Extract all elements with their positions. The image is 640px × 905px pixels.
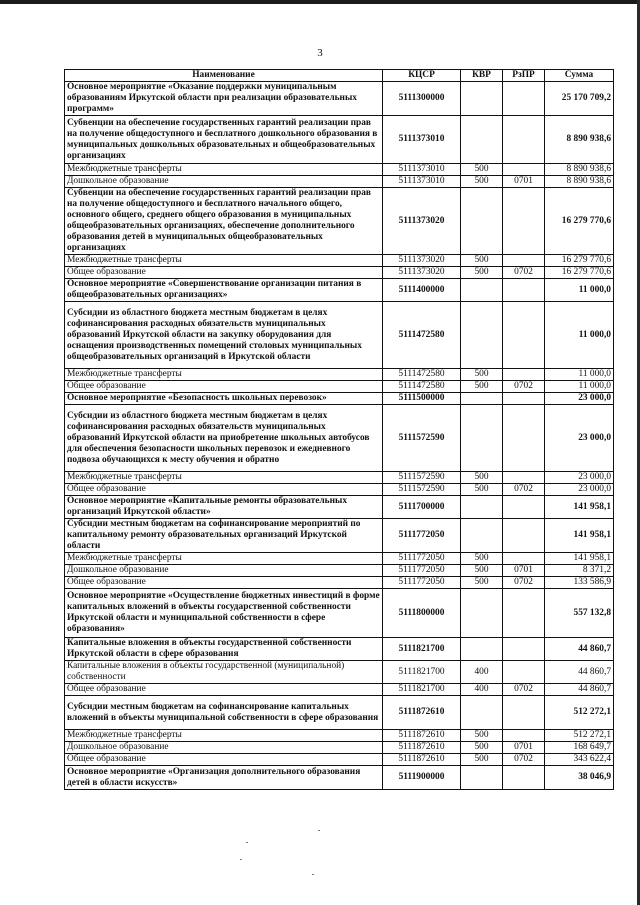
cell-name: Межбюджетные трансферты bbox=[65, 164, 383, 176]
table-row bbox=[65, 484, 614, 496]
table-row bbox=[65, 267, 614, 279]
table-row bbox=[65, 766, 614, 790]
cell-sum: 23 000,0 bbox=[545, 472, 614, 484]
cell-kcsr: 5111800000 bbox=[383, 589, 461, 638]
cell-kvr: 500 bbox=[461, 730, 503, 742]
cell-rzpr bbox=[503, 255, 545, 267]
cell-kcsr: 5111900000 bbox=[383, 766, 461, 790]
cell-sum: 16 279 770,6 bbox=[545, 255, 614, 267]
cell-kvr: 400 bbox=[461, 661, 503, 684]
cell-kvr: 500 bbox=[461, 754, 503, 766]
cell-kcsr: 5111300000 bbox=[383, 82, 461, 116]
cell-kvr: 500 bbox=[461, 472, 503, 484]
cell-name: Межбюджетные трансферты bbox=[65, 369, 383, 381]
cell-kvr: 400 bbox=[461, 684, 503, 696]
cell-kvr bbox=[461, 496, 503, 519]
cell-name: Общее образование bbox=[65, 484, 383, 496]
cell-sum: 141 958,1 bbox=[545, 519, 614, 553]
cell-kcsr: 5111500000 bbox=[383, 393, 461, 405]
cell-kcsr: 5111373020 bbox=[383, 267, 461, 279]
cell-sum: 141 958,1 bbox=[545, 496, 614, 519]
cell-sum: 8 371,2 bbox=[545, 565, 614, 577]
cell-kvr: 500 bbox=[461, 255, 503, 267]
cell-name: Основное мероприятие «Оказание поддержки муниципальным образованиям Иркутской области при реализации образовательных программ» bbox=[65, 82, 383, 116]
cell-sum: 133 586,9 bbox=[545, 577, 614, 589]
cell-sum: 343 622,4 bbox=[545, 754, 614, 766]
cell-rzpr bbox=[503, 696, 545, 730]
cell-rzpr: 0701 bbox=[503, 565, 545, 577]
col-header-rzpr: РзПР bbox=[503, 70, 545, 82]
cell-name: Межбюджетные трансферты bbox=[65, 255, 383, 267]
cell-kcsr: 5111373010 bbox=[383, 164, 461, 176]
cell-kvr bbox=[461, 589, 503, 638]
cell-kcsr: 5111872610 bbox=[383, 696, 461, 730]
cell-kcsr: 5111772050 bbox=[383, 565, 461, 577]
cell-rzpr: 0702 bbox=[503, 381, 545, 393]
table-row bbox=[65, 565, 614, 577]
cell-kcsr: 5111472580 bbox=[383, 302, 461, 369]
cell-kcsr: 5111472580 bbox=[383, 381, 461, 393]
cell-kvr bbox=[461, 393, 503, 405]
cell-name: Дошкольное образование bbox=[65, 176, 383, 188]
cell-name: Субсидии из областного бюджета местным бюджетам в целях софинансирования расходных обязательств муниципальных образований Иркутской области на приобретение школьных автобусов для обеспечения безопасности школьных перевозок и ежедневного подвоза обучающихся к месту обучения и обратно bbox=[65, 405, 383, 472]
table-row bbox=[65, 696, 614, 730]
table-row bbox=[65, 255, 614, 267]
table-row bbox=[65, 279, 614, 302]
table-row bbox=[65, 393, 614, 405]
col-header-sum: Сумма bbox=[545, 70, 614, 82]
cell-sum: 16 279 770,6 bbox=[545, 188, 614, 255]
cell-rzpr bbox=[503, 766, 545, 790]
cell-sum: 11 000,0 bbox=[545, 369, 614, 381]
cell-kcsr: 5111373020 bbox=[383, 255, 461, 267]
scan-speck bbox=[312, 874, 314, 875]
cell-sum: 44 860,7 bbox=[545, 661, 614, 684]
cell-rzpr bbox=[503, 519, 545, 553]
cell-rzpr: 0702 bbox=[503, 267, 545, 279]
budget-table bbox=[64, 69, 614, 790]
cell-name: Субвенции на обеспечение государственных гарантий реализации прав на получение общедоступного и бесплатного начального общего, основного общего, среднего общего образования в муниципальных общеобразовательных организациях, обеспечение дополнительного образования детей в муниципальных общеобразовательных организациях bbox=[65, 188, 383, 255]
cell-name: Основное мероприятие «Капитальные ремонты образовательных организаций Иркутской области» bbox=[65, 496, 383, 519]
cell-name: Основное мероприятие «Организация дополнительного образования детей в области искусств» bbox=[65, 766, 383, 790]
table-row bbox=[65, 742, 614, 754]
cell-rzpr: 0701 bbox=[503, 742, 545, 754]
table-row bbox=[65, 405, 614, 472]
cell-sum: 16 279 770,6 bbox=[545, 267, 614, 279]
cell-sum: 512 272,1 bbox=[545, 696, 614, 730]
cell-kvr: 500 bbox=[461, 381, 503, 393]
table-row bbox=[65, 553, 614, 565]
cell-name: Межбюджетные трансферты bbox=[65, 730, 383, 742]
cell-kvr bbox=[461, 766, 503, 790]
table-row bbox=[65, 369, 614, 381]
cell-name: Общее образование bbox=[65, 381, 383, 393]
cell-kvr bbox=[461, 279, 503, 302]
cell-name: Субсидии местным бюджетам на софинансирование мероприятий по капитальному ремонту образовательных организаций Иркутской области bbox=[65, 519, 383, 553]
cell-kvr: 500 bbox=[461, 553, 503, 565]
cell-sum: 38 046,9 bbox=[545, 766, 614, 790]
cell-name: Основное мероприятие «Совершенствование организации питания в общеобразовательных организациях» bbox=[65, 279, 383, 302]
cell-kvr bbox=[461, 188, 503, 255]
table-row bbox=[65, 381, 614, 393]
cell-sum: 25 170 709,2 bbox=[545, 82, 614, 116]
cell-kcsr: 5111472580 bbox=[383, 369, 461, 381]
cell-kcsr: 5111373010 bbox=[383, 176, 461, 188]
cell-name: Межбюджетные трансферты bbox=[65, 472, 383, 484]
table-row bbox=[65, 519, 614, 553]
cell-rzpr: 0702 bbox=[503, 484, 545, 496]
cell-kvr: 500 bbox=[461, 484, 503, 496]
cell-name: Субсидии из областного бюджета местным бюджетам в целях софинансирования расходных обязательств муниципальных образований Иркутской области на закупку оборудования для оснащения производственных помещений столовых муниципальных общеобразовательных организаций в Иркутской области bbox=[65, 302, 383, 369]
cell-sum: 8 890 938,6 bbox=[545, 164, 614, 176]
table-header bbox=[65, 70, 614, 82]
cell-kcsr: 5111373010 bbox=[383, 116, 461, 164]
cell-kvr bbox=[461, 82, 503, 116]
cell-rzpr bbox=[503, 302, 545, 369]
cell-kcsr: 5111772050 bbox=[383, 553, 461, 565]
cell-kvr: 500 bbox=[461, 742, 503, 754]
cell-rzpr bbox=[503, 405, 545, 472]
cell-rzpr: 0702 bbox=[503, 754, 545, 766]
table-row bbox=[65, 577, 614, 589]
table-row bbox=[65, 730, 614, 742]
cell-kvr: 500 bbox=[461, 176, 503, 188]
cell-kvr: 500 bbox=[461, 565, 503, 577]
cell-kcsr: 5111373020 bbox=[383, 188, 461, 255]
table-row bbox=[65, 638, 614, 661]
cell-sum: 512 272,1 bbox=[545, 730, 614, 742]
cell-name: Общее образование bbox=[65, 754, 383, 766]
cell-rzpr bbox=[503, 472, 545, 484]
cell-sum: 23 000,0 bbox=[545, 393, 614, 405]
col-header-name: Наименование bbox=[65, 70, 383, 82]
cell-kcsr: 5111821700 bbox=[383, 638, 461, 661]
cell-rzpr bbox=[503, 638, 545, 661]
cell-name: Общее образование bbox=[65, 267, 383, 279]
cell-sum: 23 000,0 bbox=[545, 484, 614, 496]
cell-rzpr bbox=[503, 116, 545, 164]
cell-sum: 23 000,0 bbox=[545, 405, 614, 472]
cell-rzpr bbox=[503, 589, 545, 638]
cell-rzpr bbox=[503, 279, 545, 302]
cell-name: Общее образование bbox=[65, 684, 383, 696]
scan-speck bbox=[240, 859, 242, 860]
cell-sum: 11 000,0 bbox=[545, 302, 614, 369]
cell-kcsr: 5111572590 bbox=[383, 484, 461, 496]
cell-sum: 8 890 938,6 bbox=[545, 116, 614, 164]
cell-name: Капитальные вложения в объекты государственной собственности Иркутской области в сфере образования bbox=[65, 638, 383, 661]
table-row bbox=[65, 589, 614, 638]
cell-kvr bbox=[461, 405, 503, 472]
scan-speck bbox=[318, 830, 320, 831]
cell-name: Дошкольное образование bbox=[65, 742, 383, 754]
cell-kcsr: 5111572590 bbox=[383, 405, 461, 472]
cell-kcsr: 5111700000 bbox=[383, 496, 461, 519]
cell-name: Субсидии местным бюджетам на софинансирование капитальных вложений в объекты муниципальной собственности в сфере образования bbox=[65, 696, 383, 730]
cell-kvr bbox=[461, 638, 503, 661]
cell-kvr bbox=[461, 116, 503, 164]
table-row bbox=[65, 164, 614, 176]
cell-name: Капитальные вложения в объекты государственной (муниципальной) собственности bbox=[65, 661, 383, 684]
col-header-kvr: КВР bbox=[461, 70, 503, 82]
cell-kvr: 500 bbox=[461, 577, 503, 589]
cell-kvr: 500 bbox=[461, 164, 503, 176]
cell-rzpr bbox=[503, 82, 545, 116]
cell-name: Основное мероприятие «Осуществление бюджетных инвестиций в форме капитальных вложений в объекты государственной собственности Иркутской области и муниципальной собственности в сфере образования» bbox=[65, 589, 383, 638]
cell-kcsr: 5111821700 bbox=[383, 661, 461, 684]
scan-speck bbox=[246, 842, 248, 843]
cell-sum: 8 890 938,6 bbox=[545, 176, 614, 188]
cell-kcsr: 5111872610 bbox=[383, 754, 461, 766]
cell-kcsr: 5111872610 bbox=[383, 730, 461, 742]
cell-kvr bbox=[461, 696, 503, 730]
cell-rzpr: 0701 bbox=[503, 176, 545, 188]
table-row bbox=[65, 754, 614, 766]
cell-rzpr bbox=[503, 730, 545, 742]
table-row bbox=[65, 116, 614, 164]
col-header-kcsr: КЦСР bbox=[383, 70, 461, 82]
cell-kcsr: 5111400000 bbox=[383, 279, 461, 302]
cell-name: Субвенции на обеспечение государственных гарантий реализации прав на получение общедоступного и бесплатного дошкольного образования в муниципальных дошкольных образовательных и общеобразовательных организациях bbox=[65, 116, 383, 164]
cell-sum: 44 860,7 bbox=[545, 638, 614, 661]
cell-sum: 11 000,0 bbox=[545, 381, 614, 393]
cell-sum: 168 649,7 bbox=[545, 742, 614, 754]
cell-sum: 44 860,7 bbox=[545, 684, 614, 696]
cell-kcsr: 5111821700 bbox=[383, 684, 461, 696]
cell-rzpr bbox=[503, 164, 545, 176]
table-body bbox=[65, 82, 614, 790]
table-row bbox=[65, 188, 614, 255]
table-row bbox=[65, 661, 614, 684]
table-row bbox=[65, 176, 614, 188]
cell-kvr bbox=[461, 519, 503, 553]
cell-rzpr: 0702 bbox=[503, 577, 545, 589]
cell-kcsr: 5111772050 bbox=[383, 519, 461, 553]
cell-kcsr: 5111572590 bbox=[383, 472, 461, 484]
table-row bbox=[65, 472, 614, 484]
cell-sum: 141 958,1 bbox=[545, 553, 614, 565]
table-row bbox=[65, 82, 614, 116]
cell-sum: 557 132,8 bbox=[545, 589, 614, 638]
table-row bbox=[65, 496, 614, 519]
cell-rzpr bbox=[503, 369, 545, 381]
cell-rzpr bbox=[503, 496, 545, 519]
cell-kvr: 500 bbox=[461, 267, 503, 279]
table-row bbox=[65, 684, 614, 696]
scan-edge-top bbox=[0, 0, 640, 4]
cell-sum: 11 000,0 bbox=[545, 279, 614, 302]
cell-kvr bbox=[461, 302, 503, 369]
cell-rzpr bbox=[503, 553, 545, 565]
cell-name: Межбюджетные трансферты bbox=[65, 553, 383, 565]
cell-rzpr bbox=[503, 188, 545, 255]
cell-rzpr bbox=[503, 661, 545, 684]
cell-rzpr: 0702 bbox=[503, 684, 545, 696]
cell-kcsr: 5111872610 bbox=[383, 742, 461, 754]
cell-name: Основное мероприятие «Безопасность школьных перевозок» bbox=[65, 393, 383, 405]
cell-rzpr bbox=[503, 393, 545, 405]
page-number: 3 bbox=[317, 47, 323, 59]
cell-name: Общее образование bbox=[65, 577, 383, 589]
table-row bbox=[65, 302, 614, 369]
cell-kcsr: 5111772050 bbox=[383, 577, 461, 589]
cell-kvr: 500 bbox=[461, 369, 503, 381]
cell-name: Дошкольное образование bbox=[65, 565, 383, 577]
